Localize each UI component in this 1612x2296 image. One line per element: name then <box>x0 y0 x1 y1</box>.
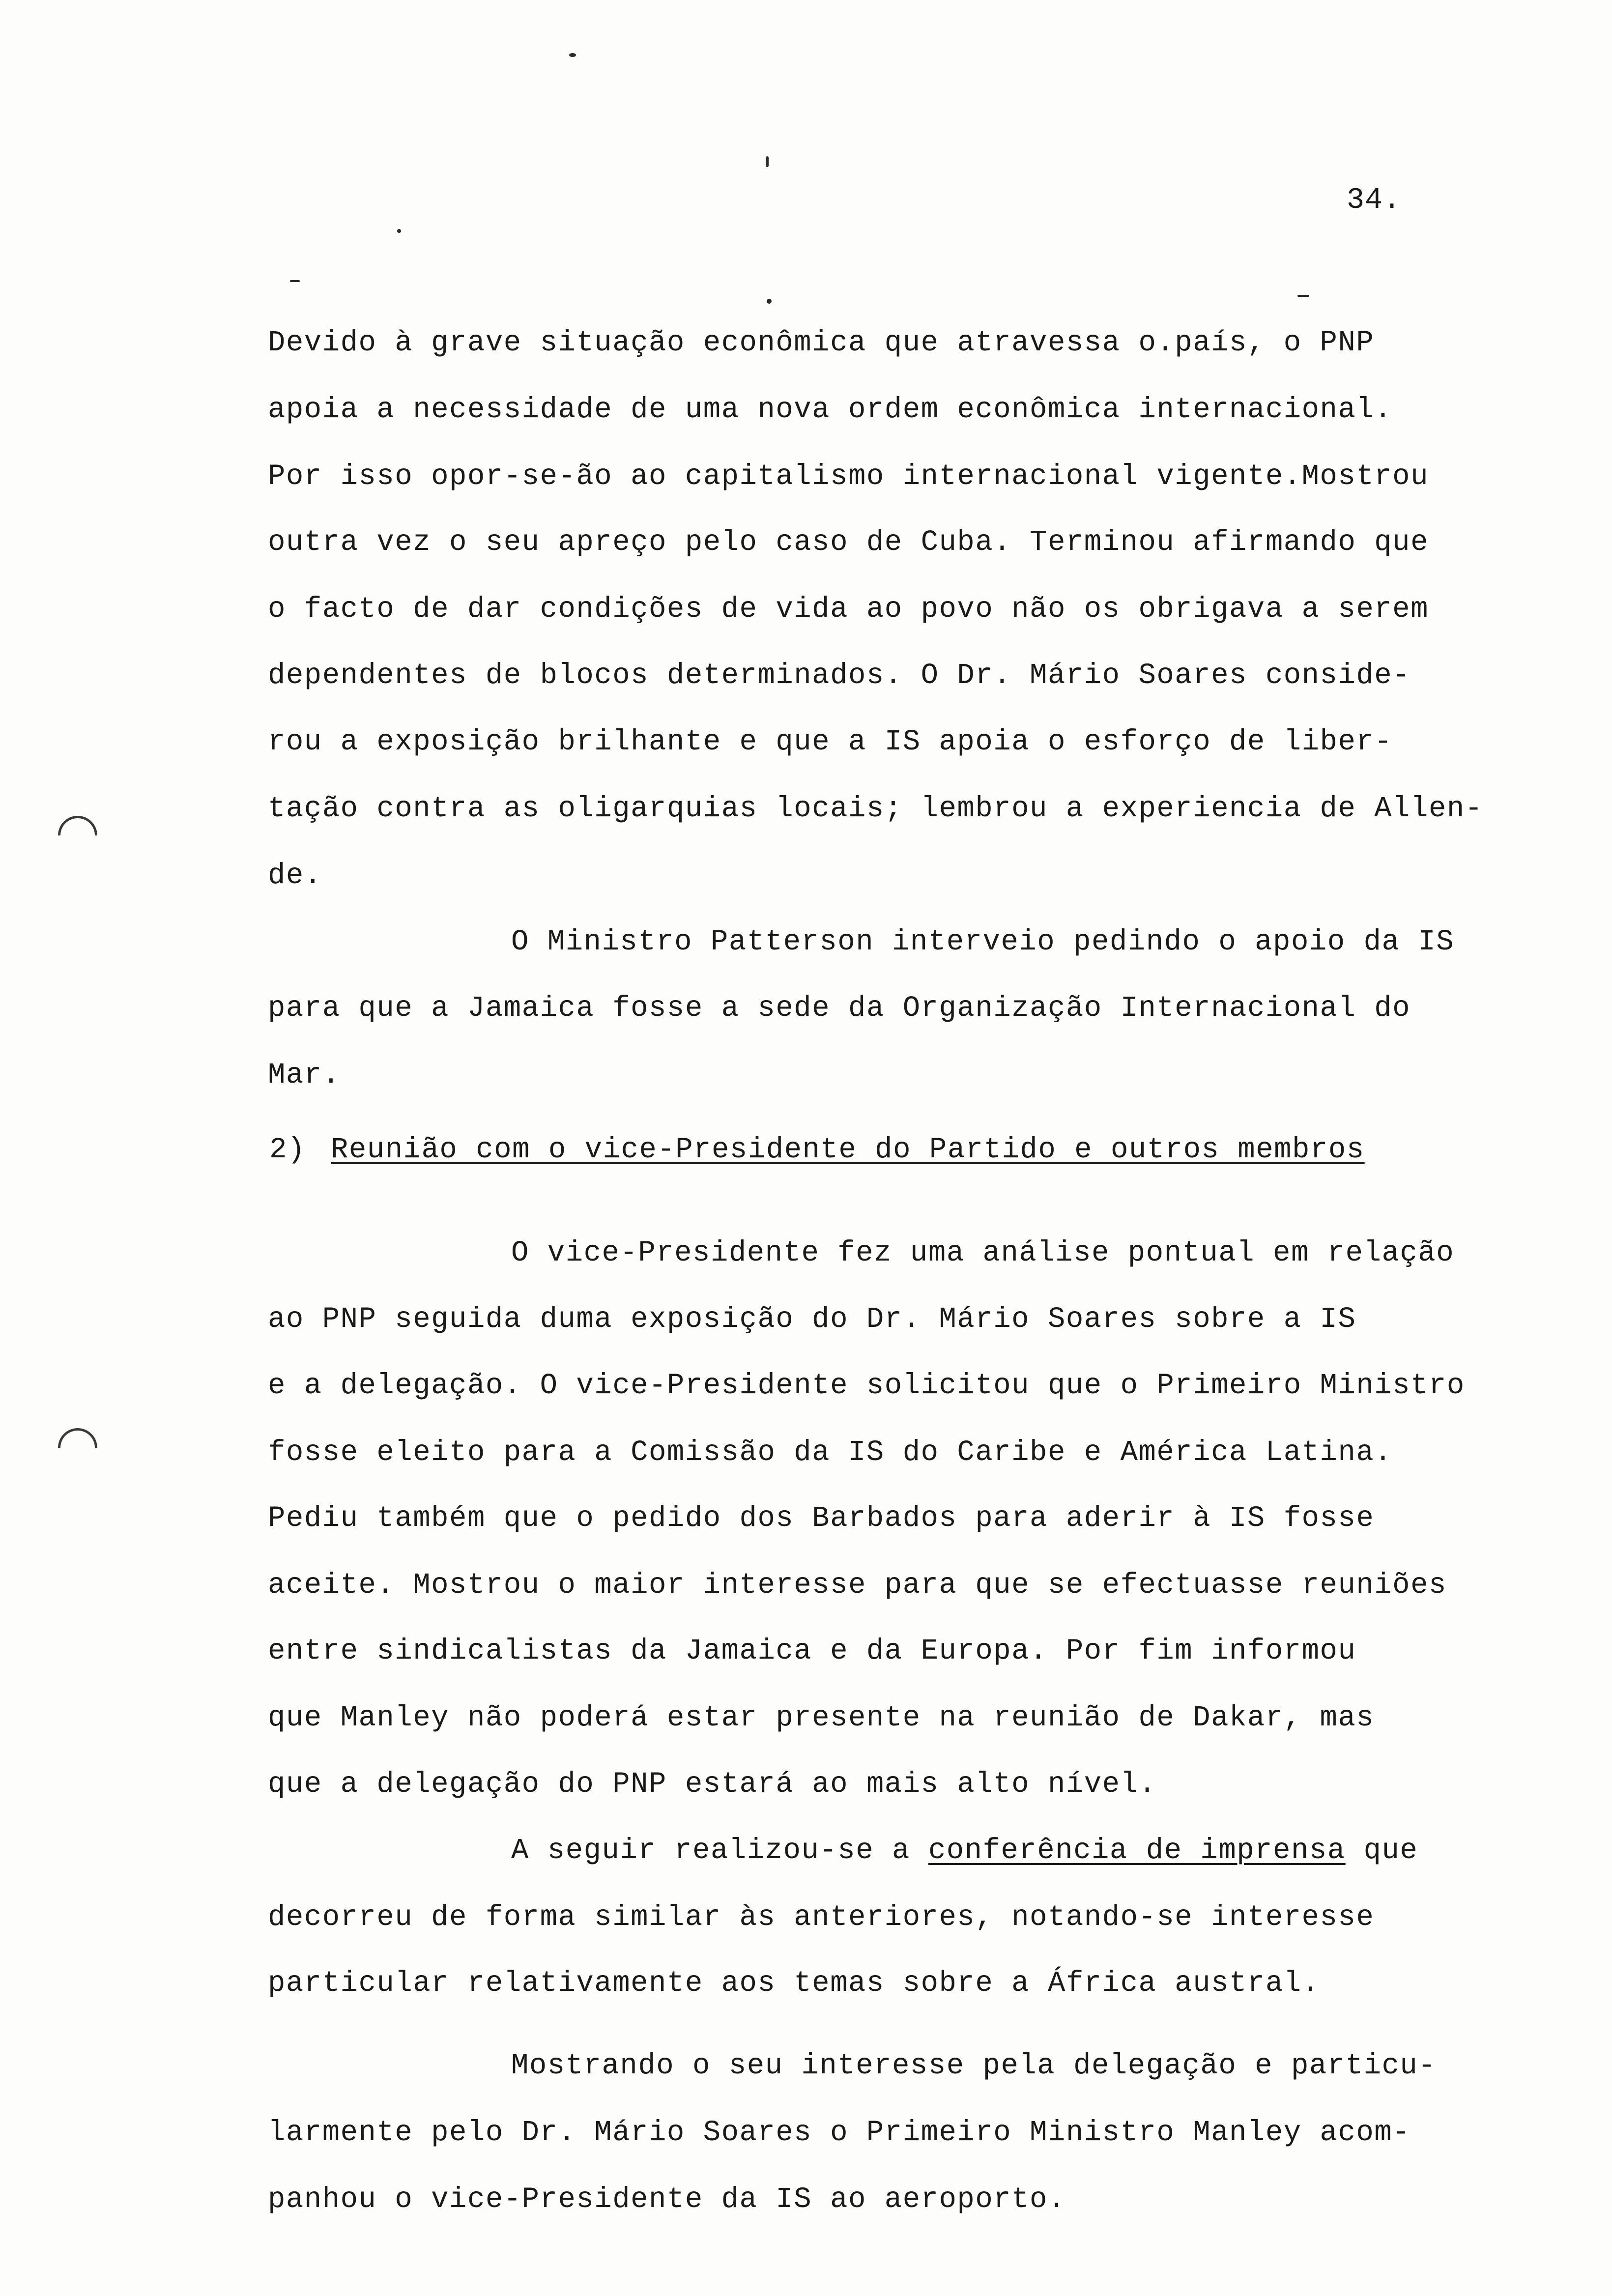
text-line: O vice-Presidente fez uma análise pontual em relação <box>511 1236 1455 1269</box>
text-line: tação contra as oligarquias locais; lembrou a experiencia de Allen- <box>268 792 1483 825</box>
text-line: Devido à grave situação econômica que atravessa o.país, o PNP <box>268 326 1375 359</box>
text-line: Mar. <box>268 1059 341 1091</box>
text-line: aceite. Mostrou o maior interesse para que se efectuasse reuniões <box>268 1569 1447 1602</box>
page-number: 34. <box>1347 184 1402 217</box>
text-line: panhou o vice-Presidente da IS ao aeroporto. <box>268 2183 1066 2216</box>
text-line: rou a exposição brilhante e que a IS apoia o esforço de liber- <box>268 725 1393 758</box>
text-line: larmente pelo Dr. Mário Soares o Primeiro Ministro Manley acom- <box>268 2116 1411 2149</box>
text-line: entre sindicalistas da Jamaica e da Europa. Por fim informou <box>268 1635 1356 1667</box>
text-line: Mostrando o seu interesse pela delegação e particu- <box>511 2049 1437 2082</box>
text-line: Pediu também que o pedido dos Barbados para aderir à IS fosse <box>268 1502 1375 1535</box>
text-line: ao PNP seguida duma exposição do Dr. Mário Soares sobre a IS <box>268 1303 1356 1336</box>
punch-hole-mark <box>50 807 105 863</box>
speck-mark <box>569 53 576 57</box>
speck-mark <box>290 280 300 282</box>
text-fragment: que <box>1345 1834 1418 1867</box>
speck-mark <box>397 229 401 233</box>
section-number: 2) <box>269 1133 306 1166</box>
speck-mark <box>1297 295 1309 297</box>
text-line: apoia a necessidade de uma nova ordem econômica internacional. <box>268 393 1393 426</box>
text-fragment: A seguir realizou-se a <box>511 1834 928 1867</box>
text-line: decorreu de forma similar às anteriores, notando-se interesse <box>268 1901 1375 1934</box>
text-line: o facto de dar condições de vida ao povo não os obrigava a serem <box>268 593 1429 626</box>
text-line: dependentes de blocos determinados. O Dr. Mário Soares conside- <box>268 659 1411 692</box>
text-line: e a delegação. O vice-Presidente solicitou que o Primeiro Ministro <box>268 1369 1465 1402</box>
text-line: de. <box>268 859 322 892</box>
text-line: O Ministro Patterson interveio pedindo o apoio da IS <box>511 925 1455 958</box>
speck-mark <box>767 299 772 304</box>
speck-mark <box>766 156 769 167</box>
text-line: que a delegação do PNP estará ao mais alto nível. <box>268 1768 1157 1801</box>
text-line: que Manley não poderá estar presente na reunião de Dakar, mas <box>268 1701 1375 1734</box>
text-line: Por isso opor-se-ão ao capitalismo internacional vigente.Mostrou <box>268 460 1429 493</box>
text-line: particular relativamente aos temas sobre a África austral. <box>268 1967 1320 2000</box>
text-line: fosse eleito para a Comissão da IS do Caribe e América Latina. <box>268 1436 1393 1469</box>
text-line: para que a Jamaica fosse a sede da Organização Internacional do <box>268 992 1411 1025</box>
punch-hole-mark <box>50 1420 105 1475</box>
section-heading: Reunião com o vice-Presidente do Partido e outros membros <box>331 1133 1365 1166</box>
text-line: outra vez o seu apreço pelo caso de Cuba. Terminou afirmando que <box>268 526 1429 559</box>
text-line <box>511 1836 1418 1865</box>
underlined-phrase: conferência de imprensa <box>928 1834 1346 1867</box>
